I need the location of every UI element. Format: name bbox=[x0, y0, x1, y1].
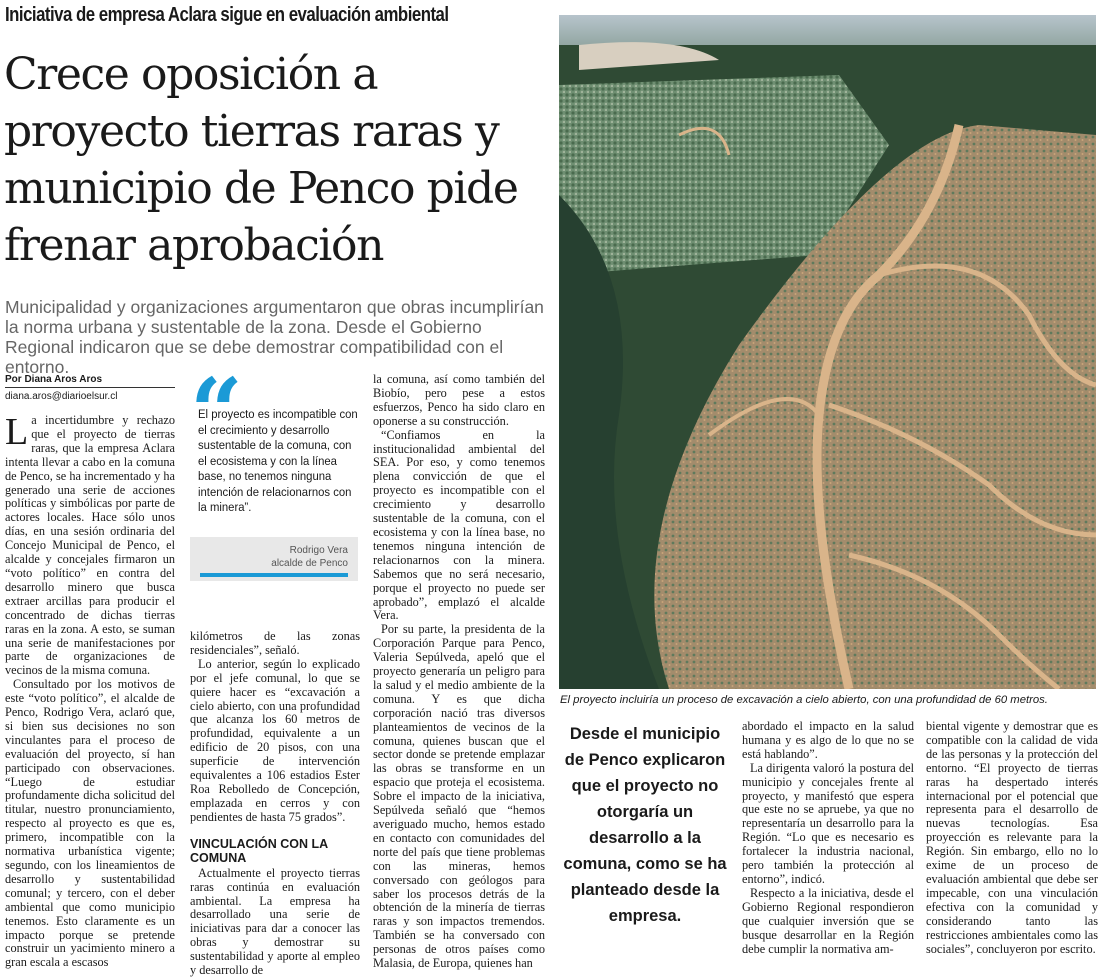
paragraph bbox=[5, 411, 175, 678]
quote-author: Rodrigo Vera bbox=[289, 545, 348, 556]
photo-caption: El proyecto incluiría un proceso de excavación a cielo abierto, con una profundidad de 60 metros. bbox=[560, 694, 1048, 706]
paragraph: Por su parte, la presidenta de la Corporación Parque para Penco, Valeria Sepúlveda, apeló que el proyecto generaría un peligro para la salud y el medio ambiente de la comuna. Y es que dicha corporación nació tras diversos planteamientos de vecinos de la comuna, quienes buscan que el sector donde se pretende emplazar las obras se transforme en un espacio que proteja el ecosistema. Sobre el impacto de la iniciativa, Sepúlveda señaló que “hemos averiguado mucho, hemos estado en contacto con comunidades del norte del país que tiene problemas con las mineras, hemos conversado con geólogos para saber los procesos detrás de la obtención de la minería de tierras raras y son impactos tremendos. También se ha conversado con personas de otros países como Malasia, de Europa, quienes han bbox=[373, 622, 545, 971]
column-5 bbox=[742, 720, 914, 956]
pull-quote: Desde el municipio de Penco explicaron que el proyecto no otorgaría un desarrollo a la comuna, como se ha planteado desde la empresa. bbox=[563, 725, 727, 925]
paragraph: kilómetros de las zonas residenciales”, señaló. bbox=[190, 629, 360, 657]
quote-attribution bbox=[190, 537, 358, 581]
column-1 bbox=[5, 411, 175, 970]
paragraph: La dirigenta valoró la postura del municipio y concejales frente al proyecto, y manifestó que espera que este no se apruebe, ya que no representaría un desarrollo para la Región. “Lo que es necesario es fortalecer la industria nacional, pero también la protección al entorno”, indicó. bbox=[742, 760, 914, 886]
byline-email: diana.aros@diarioelsur.cl bbox=[5, 391, 118, 402]
quote-marks-icon: “ bbox=[190, 358, 233, 466]
paragraph: Respecto a la iniciativa, desde el Gobierno Regional respondieron que cualquier inversión que se busque desarrollar en la Región debe cumplir la normativa am- bbox=[742, 885, 914, 956]
drop-cap: L bbox=[5, 411, 29, 453]
section-subhead: VINCULACIÓN CON LA COMUNA bbox=[190, 836, 328, 865]
accent-bar bbox=[200, 573, 348, 577]
byline bbox=[5, 374, 175, 402]
byline-name: Por Diana Aros Aros bbox=[5, 374, 175, 388]
article-kicker: Iniciativa de empresa Aclara sigue en evaluación ambiental bbox=[5, 4, 449, 26]
paragraph: Consultado por los motivos de este “voto político”, el alcalde de Penco, Rodrigo Vera, aclaró que, si bien sus decisiones no son vinculantes para el proceso de evaluación del proyecto, sí han participado con observaciones. “Luego de estudiar profundamente dicha solicitud del titular, nuestro pronunciamiento, respecto al proyecto es que es, primero, incompatible con la normativa urbanística vigente; segundo, con los lineamientos de desarrollo y sustentabilidad comunal; y tercero, con el deber ambiental que como municipio tenemos. Esto claramente es un impacto porque se pretende construir un yacimiento minero a gran escala a escasos bbox=[5, 677, 175, 970]
paragraph: “Confiamos en la institucionalidad ambiental del SEA. Por eso, y como tenemos plena convicción de que el proyecto es incompatible con el crecimiento y desarrollo sustentable de la comuna, con el ecosistema y con la línea base, no tenemos ninguna intención de relacionarnos con la minera. Sabemos que no será necesario, porque el proyecto no puede ser aprobado”, emplazó el alcalde Vera. bbox=[373, 427, 545, 623]
article-dek: Municipalidad y organizaciones argumentaron que obras incumplirían la norma urbana y sustentable de la zona. Desde el Gobierno Regional indicaron que se debe demostrar compatibilidad con el entorno. bbox=[5, 297, 544, 377]
quote-role: alcalde de Penco bbox=[271, 558, 348, 569]
paragraph-text: a incertidumbre y rechazo que el proyecto de tierras raras, que la empresa Aclara intenta llevar a cabo en la comuna de Penco, se ha incrementado y ha generado una serie de acciones políticas y simbólicas por parte de actores locales. Hace sólo unos días, en una sesión ordinaria del Concejo Municipal de Penco, el alcalde y concejales firmaron un “voto político” en contra del desarrollo minero que busca extraer arcillas para producir el concentrado de dichas tierras raras en la zona. A esto, se suman una serie de manifestaciones por parte de organizaciones de vecinos de la misma comuna. bbox=[5, 413, 175, 678]
aerial-photo bbox=[559, 15, 1096, 689]
paragraph: Lo anterior, según lo explicado por el jefe comunal, lo que se quiere hacer es “excavación a cielo abierto, con una profundidad que alcanza los 60 metros de profundidad, equivalente a un edificio de 20 pisos, con una superficie de intervención equivalentes a 106 estadios Ester Roa Rebolledo de Concepción, emplazada en cerros y con pendientes de hasta 75 grados”. bbox=[190, 656, 360, 824]
article-headline: Crece oposición a proyecto tierras raras y municipio de Penco pide frenar aprobación bbox=[4, 49, 518, 271]
paragraph: Actualmente el proyecto tierras raras continúa en evaluación ambiental. La empresa ha desarrollado una serie de iniciativas para dar a conocer las obras y demostrar su sustentabilidad y aporte al empleo y desarrollo de bbox=[190, 865, 360, 978]
paragraph: biental vigente y demostrar que es compatible con la calidad de vida de las personas y la protección del entorno. “El proyecto de tierras raras ha despertado interés internacional por el potencial que representa para el desarrollo de nuevas tecnologías. Esa proyección es relevante para la Región. Sin embargo, ello no lo exime de un proceso de evaluación ambiental que debe ser impecable, con una vinculación efectiva con la comunidad y considerando tanto las restricciones ambientales como las sociales”, concluyeron por escrito. bbox=[926, 719, 1098, 956]
paragraph: abordado el impacto en la salud humana y es algo de lo que no se está hablando”. bbox=[742, 719, 914, 761]
column-2 bbox=[190, 630, 360, 978]
column-6 bbox=[926, 720, 1098, 956]
paragraph: la comuna, así como también del Biobío, pero pese a estos esfuerzos, Penco ha sido claro en oponerse a su construcción. bbox=[373, 372, 545, 428]
quote-box bbox=[188, 358, 360, 612]
quote-text: El proyecto es incompatible con el crecimiento y desarrollo sustentable de la comuna, con el ecosistema y con la línea base, no tenemos ninguna intención de relacionarnos con la minera”. bbox=[198, 407, 358, 514]
column-3 bbox=[373, 373, 545, 971]
